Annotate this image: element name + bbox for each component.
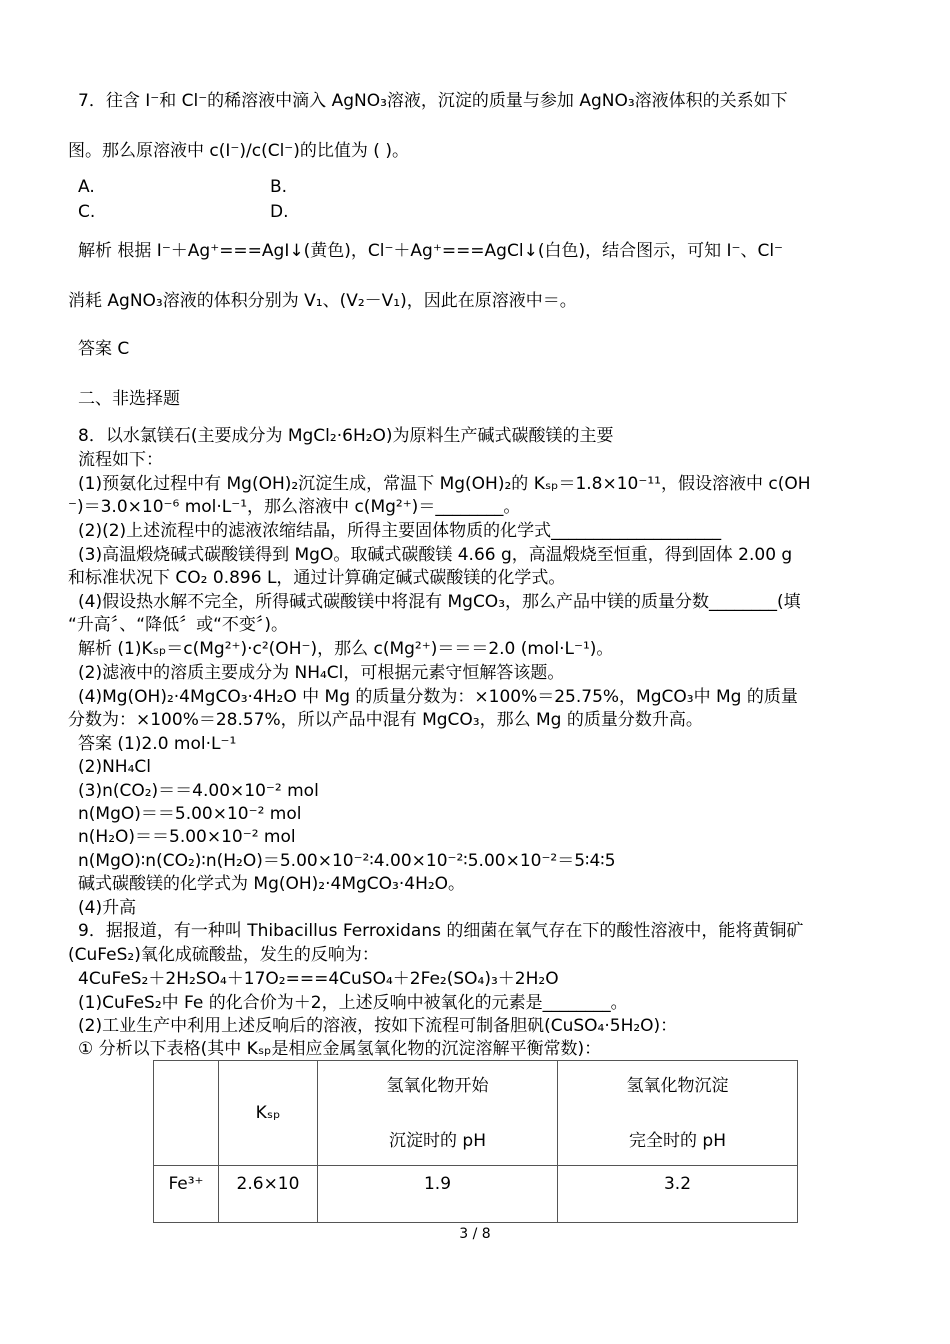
q7-line-1: 7．往含 I⁻和 Cl⁻的稀溶液中滴入 AgNO₃溶液，沉淀的质量与参加 AgNO₃溶液体积的关系如下 bbox=[78, 91, 788, 111]
q8-line: 分数为：×100%＝28.57%，所以产品中混有 MgCO₃，那么 Mg 的质量分数升高。 bbox=[68, 710, 703, 730]
q8-line: (4)假设热水解不完全，所得碱式碳酸镁中将混有 MgCO₃，那么产品中镁的质量分数________(填 bbox=[78, 592, 801, 612]
q8-line: (1)预氨化过程中有 Mg(OH)₂沉淀生成，常温下 Mg(OH)₂的 Kₛₚ＝1.8×10⁻¹¹，假设溶液中 c(OH bbox=[78, 474, 811, 494]
q8-line: “升高〞、“降低〞或“不变〞)。 bbox=[68, 615, 289, 635]
q7-analysis-1: 解析 根据 I⁻＋Ag⁺===AgI↓(黄色)，Cl⁻＋Ag⁺===AgCl↓(白色)，结合图示，可知 I⁻、Cl⁻ bbox=[78, 241, 784, 261]
q8-line: 流程如下： bbox=[78, 450, 163, 470]
q9-line: 9．据报道，有一种叫 Thibacillus Ferroxidans 的细菌在氧气存在下的酸性溶液中，能将黄铜矿 bbox=[78, 921, 804, 941]
q7-option-a: A. bbox=[78, 177, 95, 197]
q8-line: (3)高温煅烧碱式碳酸镁得到 MgO。取碱式碳酸镁 4.66 g，高温煅烧至恒重，得到固体 2.00 g bbox=[78, 545, 793, 565]
q9-line: 4CuFeS₂＋2H₂SO₄＋17O₂===4CuSO₄＋2Fe₂(SO₄)₃＋2H₂O bbox=[78, 969, 559, 989]
cell-ion: Fe³⁺ bbox=[154, 1166, 219, 1223]
q8-line: (2)NH₄Cl bbox=[78, 757, 151, 777]
q7-option-b: B. bbox=[270, 177, 288, 197]
table-header-start-ph bbox=[318, 1061, 558, 1166]
header-text: 完全时的 pH bbox=[629, 1130, 726, 1151]
q8-line: 解析 (1)Kₛₚ＝c(Mg²⁺)·c²(OH⁻)，那么 c(Mg²⁺)＝＝＝2.0 (mol·L⁻¹)。 bbox=[78, 639, 614, 659]
table-header-ksp: Kₛₚ bbox=[219, 1061, 318, 1166]
page-number: 3 / 8 bbox=[459, 1226, 491, 1242]
q9-line: (1)CuFeS₂中 Fe 的化合价为＋2，上述反响中被氧化的元素是________。 bbox=[78, 993, 628, 1013]
q7-analysis-2: 消耗 AgNO₃溶液的体积分别为 V₁、(V₂－V₁)，因此在原溶液中＝。 bbox=[68, 291, 577, 311]
q7-line-2: 图。那么原溶液中 c(I⁻)/c(Cl⁻)的比值为 ( )。 bbox=[68, 141, 409, 161]
q8-line: 碱式碳酸镁的化学式为 Mg(OH)₂·4MgCO₃·4H₂O。 bbox=[78, 874, 466, 894]
cell-end-ph: 3.2 bbox=[558, 1166, 798, 1223]
table-header-end-ph bbox=[558, 1061, 798, 1166]
table-row bbox=[154, 1166, 798, 1223]
header-text: 氢氧化物开始 bbox=[386, 1075, 489, 1096]
q7-option-d: D. bbox=[270, 202, 289, 222]
header-text: 沉淀时的 pH bbox=[389, 1130, 486, 1151]
q8-line: (4)Mg(OH)₂·4MgCO₃·4H₂O 中 Mg 的质量分数为：×100%＝25.75%，MgCO₃中 Mg 的质量 bbox=[78, 687, 798, 707]
q8-line: n(MgO)＝＝5.00×10⁻² mol bbox=[78, 804, 302, 824]
header-text: 氢氧化物沉淀 bbox=[626, 1075, 729, 1096]
q8-line: (2)滤液中的溶质主要成分为 NH₄Cl，可根据元素守恒解答该题。 bbox=[78, 663, 565, 683]
table-header-row bbox=[154, 1061, 798, 1166]
section-heading: 二、非选择题 bbox=[78, 389, 180, 409]
q8-line: (3)n(CO₂)＝＝4.00×10⁻² mol bbox=[78, 781, 319, 801]
cell-ksp: 2.6×10 bbox=[219, 1166, 318, 1223]
q9-line: (2)工业生产中利用上述反响后的溶液，按如下流程可制备胆矾(CuSO₄·5H₂O)： bbox=[78, 1016, 678, 1036]
cell-start-ph: 1.9 bbox=[318, 1166, 558, 1223]
q8-line: n(H₂O)＝＝5.00×10⁻² mol bbox=[78, 827, 296, 847]
q8-line: 8．以水氯镁石(主要成分为 MgCl₂·6H₂O)为原料生产碱式碳酸镁的主要 bbox=[78, 426, 614, 446]
q8-line: (2)(2)上述流程中的滤液浓缩结晶，所得主要固体物质的化学式____________________ bbox=[78, 521, 722, 541]
ksp-table bbox=[153, 1060, 798, 1223]
q9-line: (CuFeS₂)氧化成硫酸盐，发生的反响为： bbox=[68, 945, 379, 965]
q8-line: n(MgO)∶n(CO₂)∶n(H₂O)＝5.00×10⁻²∶4.00×10⁻²∶5.00×10⁻²＝5∶4∶5 bbox=[78, 851, 616, 871]
q8-line: (4)升高 bbox=[78, 898, 137, 918]
q9-line: ① 分析以下表格(其中 Kₛₚ是相应金属氢氧化物的沉淀溶解平衡常数)： bbox=[78, 1039, 602, 1059]
q8-line: ⁻)＝3.0×10⁻⁶ mol·L⁻¹，那么溶液中 c(Mg²⁺)＝________。 bbox=[68, 497, 521, 517]
table-header-empty bbox=[154, 1061, 219, 1166]
q7-option-c: C. bbox=[78, 202, 96, 222]
q7-answer: 答案 C bbox=[78, 339, 130, 359]
q8-line: 答案 (1)2.0 mol·L⁻¹ bbox=[78, 734, 237, 754]
q8-line: 和标准状况下 CO₂ 0.896 L，通过计算确定碱式碳酸镁的化学式。 bbox=[68, 568, 566, 588]
